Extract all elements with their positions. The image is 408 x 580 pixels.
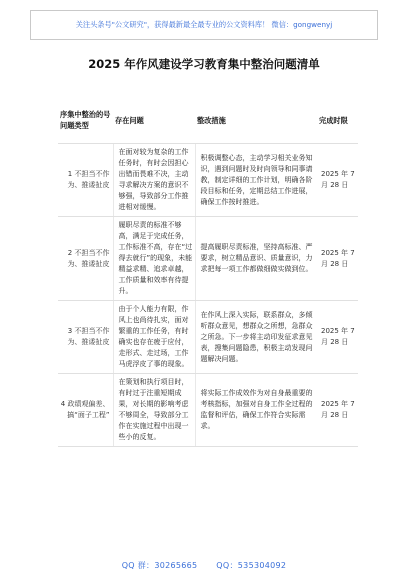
measure-text: 在作风上深入实际，联系群众，多倾听群众意见，想群众之所想，急群众之所急。下一步将主动印发征求意见表，搜集问题隐患，积极主动发现问题解决问题。 — [195, 301, 317, 374]
row-type-cell — [58, 144, 113, 217]
header-issue: 存在问题 — [113, 97, 195, 144]
deadline-text: 2025 年 7 月 28 日 — [317, 144, 358, 217]
issue-text: 在策划和执行项目时，有时过于注重短期成果，对长期的影响考虑不够周全，导致部分工作在实施过程中出现一些小的反复。 — [113, 374, 195, 447]
header-banner: 关注头条号"公文研究"，获得最新最全最专业的公文资料库！ 微信：gongwenyj — [30, 10, 378, 40]
table-row — [58, 374, 358, 447]
page-title: 2025 年作风建设学习教育集中整治问题清单 — [88, 57, 320, 71]
measure-text: 提高履职尽责标准，坚持高标准、严要求，树立精品意识、质量意识，力求把每一项工作都做细做实做到位。 — [195, 217, 317, 301]
header-deadline: 完成时限 — [317, 97, 358, 144]
issue-type: 不担当不作为、推诿扯皮 — [67, 327, 110, 346]
issue-type: 不担当不作为、推诿扯皮 — [67, 170, 110, 189]
row-type-cell — [58, 374, 113, 447]
issue-type: 不担当不作为、推诿扯皮 — [67, 248, 110, 268]
issue-text: 在面对较为复杂的工作任务时，有时会因担心出错而畏难不决，主动寻求解决方案的意识不够强，导致部分工作推进相对缓慢。 — [113, 144, 195, 217]
table-row — [58, 217, 358, 301]
issue-type: 政绩观偏差、搞“面子工程” — [67, 400, 110, 419]
row-number: 2 — [67, 248, 73, 257]
row-number: 1 — [67, 170, 73, 178]
row-number: 4 — [60, 400, 66, 408]
measure-text: 积极调整心态，主动学习相关业务知识，遇到问题时及时向领导和同事请教，制定详细的工作计划，明确各阶段目标和任务，定期总结工作进展，确保工作按时推进。 — [195, 144, 317, 217]
deadline-text: 2025 年 7 月 28 日 — [317, 374, 358, 447]
issue-text: 履职尽责的标准不够高，满足于完成任务，工作标准不高，存在“过得去就行”的现象，未能精益求精、追求卓越，工作质量和效率有待提升。 — [113, 217, 195, 301]
footer-qq: QQ：535304092 — [216, 561, 287, 570]
measure-text: 将实际工作成效作为对自身最重要的考核指标，加强对自身工作全过程的监督和评估，确保工作符合实际需求。 — [195, 374, 317, 447]
row-type-cell — [58, 301, 113, 374]
issue-text: 由于个人能力有限，作风上也尚待扎实，面对繁重的工作任务，有时确实也存在疲于应付，走形式、走过场，工作马虎浮皮了事的现象。 — [113, 301, 195, 374]
deadline-text: 2025 年 7 月 28 日 — [317, 301, 358, 374]
table-header-row — [58, 97, 358, 144]
deadline-text: 2025 年 7 月 28 日 — [317, 217, 358, 301]
header-measure: 整改措施 — [195, 97, 317, 144]
header-type: 序集中整治的号问题类型 — [58, 97, 113, 144]
footer-contact — [0, 560, 408, 571]
issue-table — [58, 97, 358, 447]
row-number: 3 — [67, 327, 73, 335]
table-row — [58, 301, 358, 374]
row-type-cell — [58, 217, 113, 301]
footer-qq-group: QQ 群：30265665 — [121, 561, 198, 570]
table-row — [58, 144, 358, 217]
